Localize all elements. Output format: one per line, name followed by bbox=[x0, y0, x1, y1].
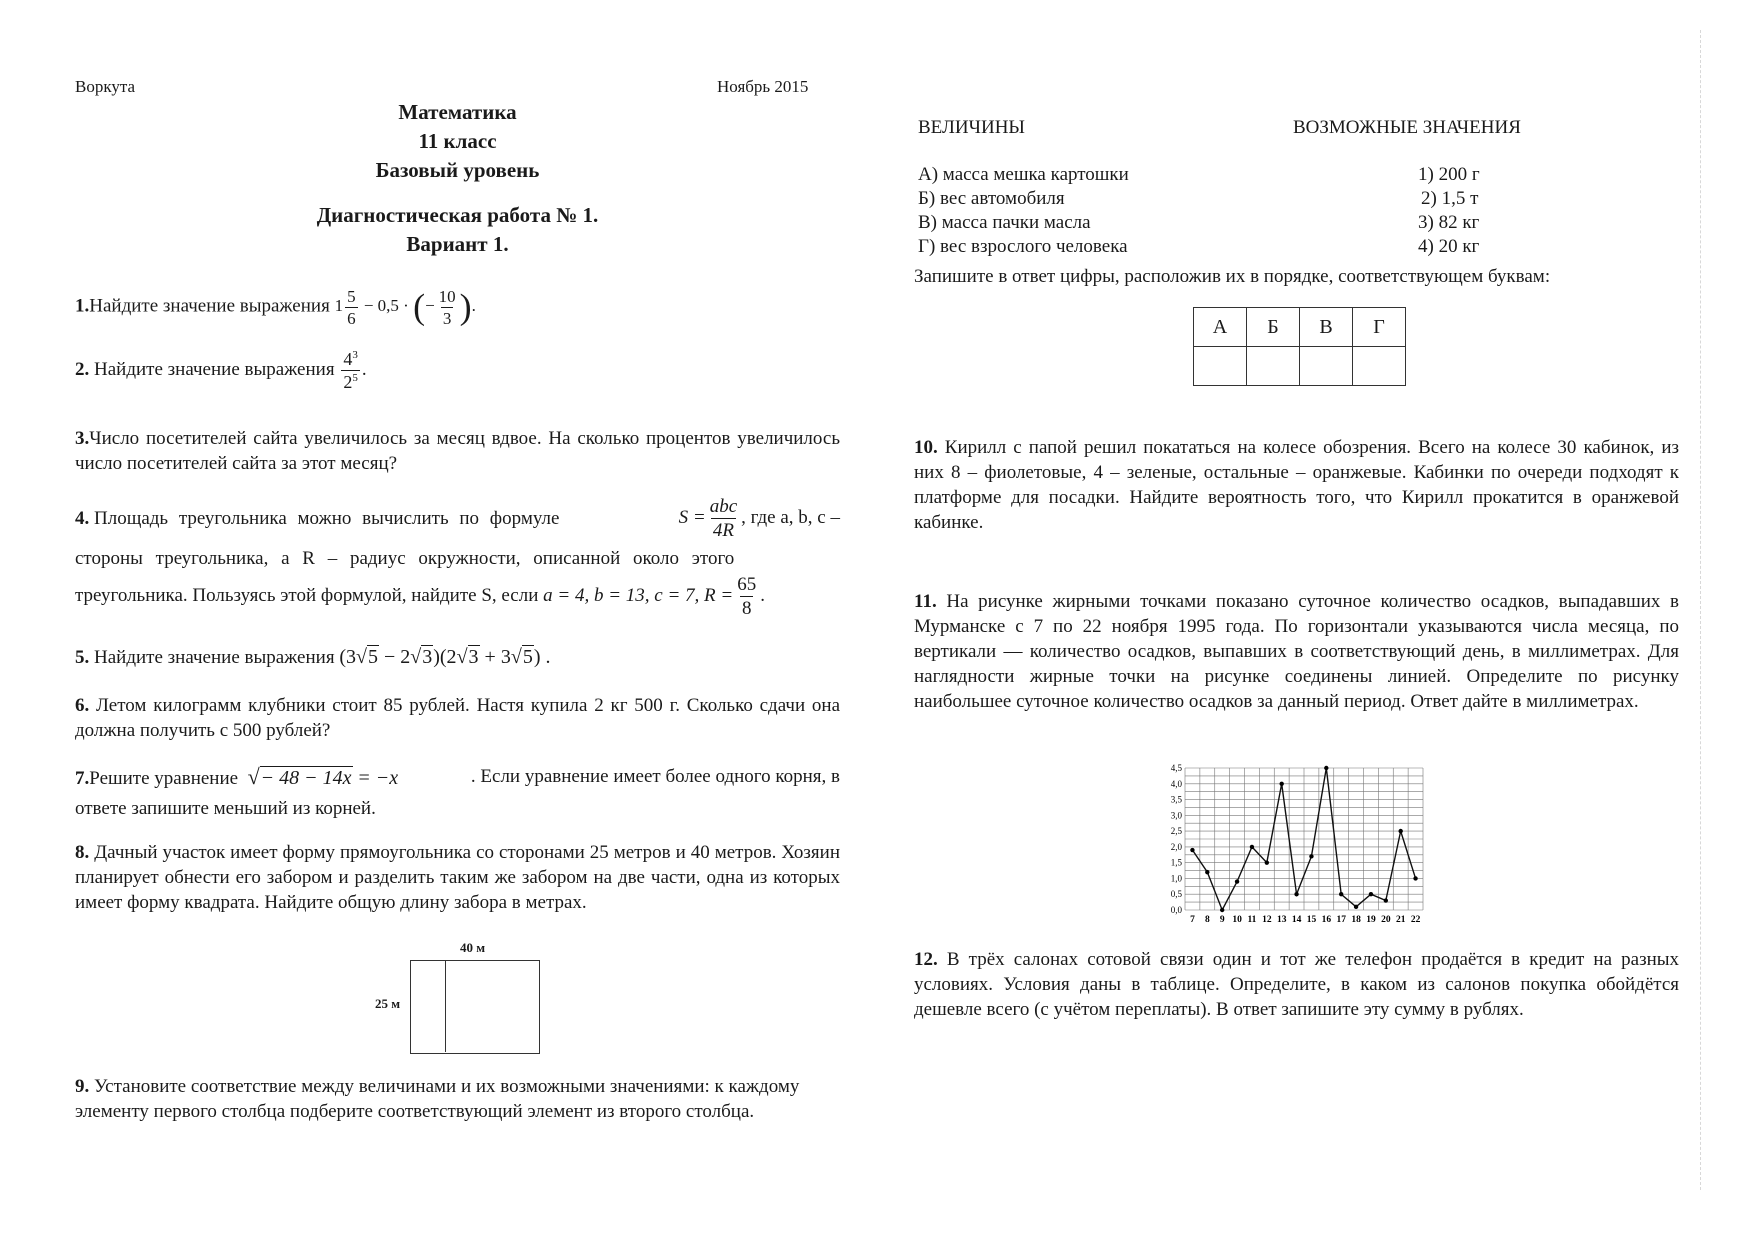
question-number: 6. bbox=[75, 695, 90, 716]
question-text: ответе запишите меньший из корней. bbox=[75, 798, 376, 819]
y-tick-label: 1,0 bbox=[1170, 873, 1182, 884]
data-point bbox=[1413, 876, 1417, 880]
frac-num bbox=[341, 350, 360, 370]
data-point bbox=[1250, 845, 1254, 849]
x-tick-label: 18 bbox=[1351, 915, 1361, 925]
question-text: На рисунке жирными точками показано суточное количество осадков, выпадавших в Мурманске с 7 по 22 ноября 1995 года. По горизонтали указываются числа месяца, по вертикали — количество осадков, выпавших в соответствующий день, в миллиметрах. Для наглядности жирные точки на рисунке соединены линией. Определите по рисунку наибольшее суточное количество осадков за данный период. Ответ дайте в миллиметрах. bbox=[914, 591, 1679, 712]
math-end: . bbox=[760, 584, 765, 606]
list-item: 2) 1,5 т bbox=[1421, 188, 1479, 209]
frac-den bbox=[341, 370, 360, 391]
sqrt-arg: − 48 − 14x bbox=[260, 767, 352, 789]
y-tick-label: 1,5 bbox=[1170, 857, 1182, 868]
list-item: В) масса пачки масла bbox=[918, 212, 1091, 233]
chart-grid bbox=[1185, 768, 1423, 910]
question-text: Площадь треугольника можно вычислить по формуле bbox=[94, 507, 560, 529]
match-left-header: ВЕЛИЧИНЫ bbox=[918, 117, 1025, 138]
math-part: ) . bbox=[533, 646, 551, 668]
chart-x-ticks bbox=[1190, 915, 1421, 925]
y-tick-label: 4,5 bbox=[1170, 763, 1182, 773]
frac-num: 65 bbox=[737, 574, 757, 595]
data-point bbox=[1369, 892, 1373, 896]
match-right-list bbox=[1418, 163, 1480, 259]
x-tick-label: 11 bbox=[1247, 915, 1257, 925]
question-number: 7. bbox=[75, 768, 90, 789]
question-number: 2. bbox=[75, 358, 90, 380]
x-tick-label: 17 bbox=[1336, 915, 1346, 925]
question-text: стороны треугольника, a R – радиус окружности, описанной около этого bbox=[75, 548, 735, 569]
question-7 bbox=[75, 764, 840, 821]
question-6 bbox=[75, 693, 840, 743]
question-3 bbox=[75, 426, 840, 476]
data-point bbox=[1384, 898, 1388, 902]
question-5 bbox=[75, 645, 550, 670]
match-instruction: Запишите в ответ цифры, расположив их в порядке, соответствующем буквам: bbox=[914, 266, 1551, 287]
x-tick-label: 20 bbox=[1381, 915, 1391, 925]
frac-den: 6 bbox=[347, 309, 356, 328]
title-subject: Математика bbox=[398, 100, 517, 124]
math-part: (3 bbox=[339, 646, 356, 668]
math-part: + 3 bbox=[484, 646, 511, 668]
fraction bbox=[341, 350, 360, 391]
x-tick-label: 12 bbox=[1262, 915, 1272, 925]
frac-num: 10 bbox=[438, 287, 456, 306]
math-values: a = 4, b = 13, c = 7, R = bbox=[543, 584, 734, 606]
data-point bbox=[1294, 892, 1298, 896]
math-rhs: = −x bbox=[357, 767, 399, 789]
question-text: . Если уравнение имеет более одного корня, в bbox=[470, 766, 840, 787]
question-text: , где a, b, c – bbox=[741, 506, 840, 528]
frac-den: 8 bbox=[741, 598, 752, 619]
question-number: 3. bbox=[75, 428, 90, 449]
height-label: 25 м bbox=[375, 996, 401, 1011]
question-text: Установите соответствие между величинами и их возможными значениями: к каждому элементу первого столбца подберите соответствующий элемент из второго столбца. bbox=[75, 1076, 800, 1122]
list-item: Б) вес автомобиля bbox=[918, 188, 1065, 209]
sqrt-arg: 5 bbox=[367, 646, 378, 668]
fraction bbox=[437, 288, 458, 327]
y-tick-label: 3,0 bbox=[1170, 810, 1182, 821]
x-tick-label: 10 bbox=[1232, 915, 1242, 925]
y-tick-label: 2,5 bbox=[1170, 826, 1182, 837]
frac-den: 3 bbox=[442, 309, 452, 328]
data-point bbox=[1205, 870, 1209, 874]
match-left-list bbox=[918, 163, 1129, 259]
table-header-cell: А bbox=[1194, 308, 1247, 347]
table-header-cell: Б bbox=[1247, 308, 1300, 347]
x-tick-label: 15 bbox=[1306, 915, 1317, 925]
page-title bbox=[75, 98, 840, 259]
question-text: Число посетителей сайта увеличилось за месяц вдвое. На сколько процентов увеличилось число посетителей сайта за этот месяц? bbox=[75, 428, 840, 474]
data-point bbox=[1398, 829, 1402, 833]
question-text: треугольника. Пользуясь этой формулой, найдите S, если bbox=[75, 584, 539, 606]
math-end: . bbox=[471, 296, 476, 316]
math-part: )(2 bbox=[433, 646, 457, 668]
y-tick-label: 3,5 bbox=[1170, 794, 1182, 805]
page-edge-guide bbox=[1700, 30, 1701, 1190]
answer-cell[interactable] bbox=[1194, 347, 1247, 386]
table-row bbox=[1194, 308, 1406, 347]
x-tick-label: 16 bbox=[1321, 915, 1332, 925]
y-tick-label: 0,5 bbox=[1170, 889, 1182, 900]
y-tick-label: 0,0 bbox=[1170, 905, 1182, 915]
title-grade: 11 класс bbox=[418, 129, 497, 153]
frac-num: 5 bbox=[347, 287, 356, 306]
math-int: 1 bbox=[334, 296, 344, 316]
list-item: 4) 20 кг bbox=[1418, 236, 1480, 257]
answer-table bbox=[1193, 307, 1406, 386]
sqrt-arg: 3 bbox=[468, 646, 479, 668]
data-point bbox=[1324, 766, 1328, 770]
header-date: Ноябрь 2015 bbox=[717, 77, 809, 96]
x-tick-label: 9 bbox=[1219, 915, 1225, 925]
data-point bbox=[1309, 854, 1313, 858]
data-point bbox=[1190, 848, 1194, 852]
answer-cell[interactable] bbox=[1247, 347, 1300, 386]
q4-line-1 bbox=[75, 494, 840, 542]
frac-den: 4R bbox=[712, 519, 734, 541]
x-tick-label: 22 bbox=[1410, 915, 1421, 925]
question-4 bbox=[75, 494, 840, 618]
question-text: Найдите значение выражения bbox=[94, 647, 335, 668]
precipitation-chart bbox=[1155, 760, 1435, 930]
title-level: Базовый уровень bbox=[375, 158, 540, 182]
question-text: Кирилл с папой решил покататься на колесе обозрения. Всего на колесе 30 кабинок, из них 8 – фиолетовые, 4 – зеленые, остальные – оранжевые. Кабинки по очереди подходят к платформе для посадки. Найдите вероятность того, что Кирилл прокатится в оранжевой кабинке. bbox=[914, 437, 1680, 533]
frac-num: abc bbox=[709, 495, 738, 517]
question-text: Летом килограмм клубники стоит 85 рублей. Настя купила 2 кг 500 г. Сколько сдачи она должна получить с 500 рублей? bbox=[75, 695, 840, 741]
math-op: − 0,5 · bbox=[363, 296, 409, 316]
x-tick-label: 8 bbox=[1204, 915, 1210, 925]
x-tick-label: 7 bbox=[1190, 915, 1195, 925]
data-point bbox=[1265, 860, 1269, 864]
math-exp: 3 bbox=[352, 349, 358, 361]
list-item: 3) 82 кг bbox=[1418, 212, 1480, 233]
q4-line-3 bbox=[75, 575, 840, 618]
question-number: 1. bbox=[75, 295, 90, 317]
question-8 bbox=[75, 840, 840, 915]
question-text: Найдите значение выражения bbox=[89, 295, 330, 317]
data-point bbox=[1339, 892, 1343, 896]
question-number: 5. bbox=[75, 647, 90, 668]
math-expression: (3√5 − 2√3)(2√3 + 3√5) . bbox=[339, 646, 551, 668]
math-var: S = bbox=[678, 506, 706, 528]
math-base: 4 bbox=[343, 349, 353, 369]
title-variant: Вариант 1. bbox=[406, 232, 509, 256]
header-city: Воркута bbox=[75, 77, 136, 96]
question-number: 8. bbox=[75, 842, 90, 863]
question-number: 11. bbox=[914, 591, 937, 612]
question-text: В трёх салонах сотовой связи один и тот же телефон продаётся в кредит на разных условиях. Условия даны в таблице. Определите, в каком из салонов покупка обойдётся дешевле всего (с учётом переплаты). В ответ запишите эту сумму в рублях. bbox=[914, 949, 1680, 1020]
question-text: Найдите значение выражения bbox=[94, 358, 335, 380]
fraction bbox=[345, 288, 358, 327]
question-9 bbox=[75, 1074, 840, 1124]
x-tick-label: 21 bbox=[1395, 915, 1406, 925]
data-point bbox=[1279, 782, 1283, 786]
list-item: А) масса мешка картошки bbox=[918, 164, 1129, 185]
math-end: . bbox=[361, 358, 367, 380]
data-point bbox=[1235, 879, 1239, 883]
title-work: Диагностическая работа № 1. bbox=[316, 203, 599, 227]
math-op: − bbox=[425, 296, 435, 316]
y-tick-label: 2,0 bbox=[1170, 841, 1182, 852]
question-number: 4. bbox=[75, 507, 90, 529]
sqrt-arg: 5 bbox=[522, 646, 533, 668]
answer-cell[interactable] bbox=[1353, 347, 1406, 386]
plot-figure bbox=[370, 940, 550, 1060]
plot-divider bbox=[445, 960, 446, 1052]
table-header-cell: Г bbox=[1353, 308, 1406, 347]
table-header-cell: В bbox=[1300, 308, 1353, 347]
match-right-header: ВОЗМОЖНЫЕ ЗНАЧЕНИЯ bbox=[1293, 117, 1521, 138]
question-11 bbox=[914, 589, 1679, 714]
data-point bbox=[1220, 908, 1224, 912]
fraction bbox=[735, 575, 758, 618]
math-part: − 2 bbox=[383, 646, 411, 668]
data-point bbox=[1354, 905, 1358, 909]
sqrt-arg: 3 bbox=[422, 646, 433, 668]
question-12 bbox=[914, 947, 1679, 1022]
question-text: Дачный участок имеет форму прямоугольника со сторонами 25 метров и 40 метров. Хозяин планирует обнести его забором и разделить таким же забором на две части, одна из которых имеет форму квадрата. Найдите общую длину забора в метрах. bbox=[75, 842, 840, 913]
x-tick-label: 19 bbox=[1366, 915, 1376, 925]
x-tick-label: 13 bbox=[1276, 915, 1287, 925]
question-text: Решите уравнение bbox=[89, 768, 239, 789]
list-item: 1) 200 г bbox=[1418, 164, 1480, 185]
q7-line-1: 7.Решите уравнение √− 48 − 14x = −x . Если уравнение имеет более одного корня, в bbox=[75, 764, 840, 789]
list-item: Г) вес взрослого человека bbox=[918, 236, 1128, 257]
question-10 bbox=[914, 435, 1679, 535]
question-2 bbox=[75, 350, 367, 391]
math-expression: 1 $\frac{5}{6}$ − 0,5 · (− $\frac{10}{3}$ ). bbox=[334, 287, 476, 328]
math-base: 2 bbox=[343, 372, 353, 392]
x-tick-label: 14 bbox=[1291, 915, 1302, 925]
y-tick-label: 4,0 bbox=[1170, 778, 1182, 789]
plot-rectangle bbox=[410, 960, 540, 1054]
table-row bbox=[1194, 347, 1406, 386]
question-number: 9. bbox=[75, 1076, 90, 1097]
question-1 bbox=[75, 288, 476, 327]
question-number: 12. bbox=[914, 949, 938, 970]
math-exp: 5 bbox=[352, 372, 358, 384]
width-label: 40 м bbox=[460, 940, 486, 955]
question-number: 10. bbox=[914, 437, 938, 458]
answer-cell[interactable] bbox=[1300, 347, 1353, 386]
fraction bbox=[708, 497, 739, 540]
chart-y-ticks bbox=[1171, 763, 1183, 915]
